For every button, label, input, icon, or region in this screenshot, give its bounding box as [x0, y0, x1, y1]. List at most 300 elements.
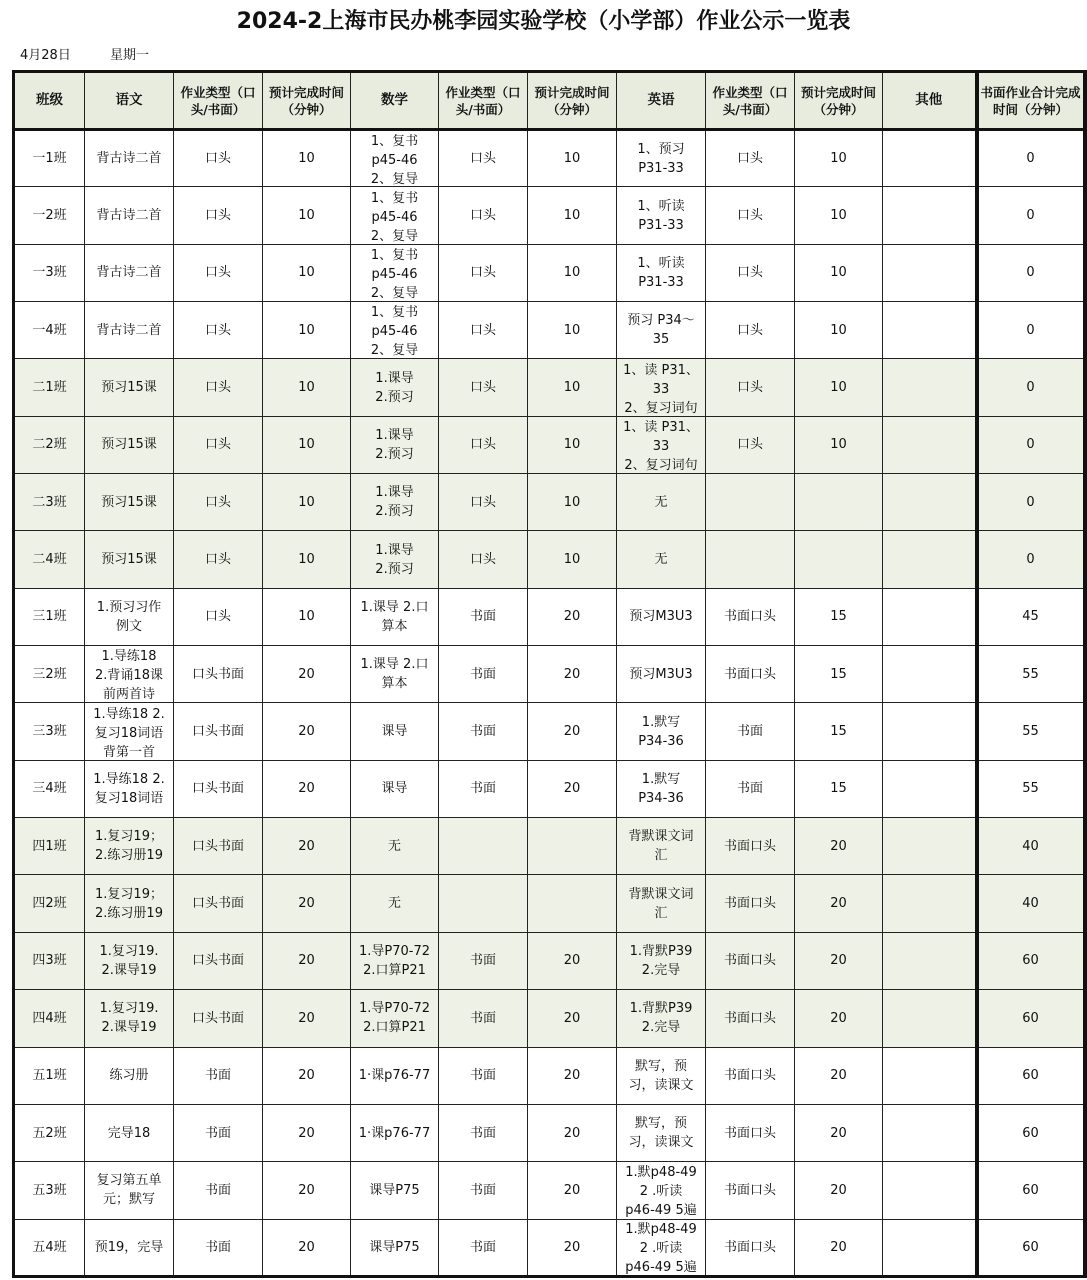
table-cell: [263, 818, 351, 875]
cell-text: 10: [563, 265, 581, 281]
cell-text: 15: [830, 781, 847, 797]
cell-text: 五1班: [32, 1068, 67, 1084]
table-cell: [14, 130, 85, 187]
table-cell: [977, 187, 1085, 244]
cell-text: 1.课导 2.口 算本: [360, 657, 429, 692]
table-cell: [706, 244, 795, 301]
cell-text: 20: [298, 1068, 315, 1084]
cell-text: 1.复习19； 2.练习册19: [95, 829, 163, 864]
table-row: [14, 416, 1085, 473]
table-cell: [439, 1219, 528, 1276]
table-cell: [528, 416, 617, 473]
table-cell: [617, 1219, 706, 1276]
table-cell: [174, 531, 263, 588]
cell-text: 五4班: [32, 1239, 67, 1255]
table-cell: [85, 646, 174, 703]
cell-text: 口头: [469, 265, 496, 281]
column-header: 作业类型（口头/书面）: [174, 72, 263, 130]
cell-text: 10: [298, 322, 315, 338]
cell-text: 10: [298, 437, 315, 453]
table-cell: [263, 1047, 351, 1104]
cell-text: 预习M3U3: [629, 666, 693, 682]
table-cell: [977, 646, 1085, 703]
table-row: [14, 1219, 1085, 1276]
cell-text: 四2班: [32, 896, 67, 912]
table-cell: [263, 990, 351, 1047]
table-cell: [174, 760, 263, 817]
cell-text: 1.课导 2.预习: [375, 427, 414, 462]
table-cell: [528, 1047, 617, 1104]
table-cell: [883, 875, 977, 932]
table-cell: [263, 531, 351, 588]
cell-text: 口头: [736, 322, 763, 338]
table-cell: [14, 818, 85, 875]
cell-text: 书面口头: [723, 1182, 776, 1198]
table-cell: [528, 1219, 617, 1276]
cell-text: 无: [387, 896, 401, 912]
cell-text: 无: [654, 494, 668, 510]
column-header: 预计完成时间（分钟）: [795, 72, 883, 130]
table-cell: [883, 932, 977, 989]
cell-text: 1、听读 P31-33: [637, 255, 685, 290]
cell-text: 1.导练18 2. 复习18词语 背第一首: [93, 706, 165, 759]
cell-text: 20: [298, 781, 315, 797]
cell-text: 0: [1026, 322, 1035, 338]
table-cell: [977, 474, 1085, 531]
table-row: [14, 1104, 1085, 1161]
table-cell: [439, 1104, 528, 1161]
cell-text: 60: [1022, 1239, 1039, 1255]
cell-text: 预习M3U3: [629, 609, 693, 625]
cell-text: 10: [298, 380, 315, 396]
cell-text: 口头书面: [191, 781, 244, 797]
cell-text: 口头: [204, 437, 231, 453]
table-row: [14, 818, 1085, 875]
table-cell: [706, 818, 795, 875]
table-cell: [617, 990, 706, 1047]
cell-text: 10: [563, 151, 581, 167]
cell-text: 课导P75: [369, 1182, 420, 1198]
cell-text: 15: [830, 724, 847, 740]
cell-text: 口头: [736, 265, 763, 281]
table-cell: [528, 990, 617, 1047]
homework-table: [12, 70, 1087, 1278]
table-cell: [706, 1219, 795, 1276]
cell-text: 10: [298, 208, 315, 224]
cell-text: 口头书面: [191, 724, 244, 740]
table-cell: [528, 302, 617, 359]
cell-text: 背古诗二首: [96, 265, 162, 281]
cell-text: 0: [1026, 437, 1035, 453]
table-cell: [795, 130, 883, 187]
table-cell: [977, 990, 1085, 1047]
table-cell: [617, 474, 706, 531]
table-cell: [351, 1219, 439, 1276]
table-cell: [977, 359, 1085, 416]
header-row: [14, 72, 1085, 130]
table-row: [14, 588, 1085, 645]
table-cell: [263, 302, 351, 359]
cell-text: 20: [298, 1182, 315, 1198]
table-cell: [263, 359, 351, 416]
table-row: [14, 875, 1085, 932]
table-row: [14, 990, 1085, 1047]
table-cell: [883, 818, 977, 875]
cell-text: 书面: [469, 953, 496, 969]
cell-text: 书面: [204, 1239, 231, 1255]
table-cell: [14, 1162, 85, 1219]
cell-text: 一1班: [32, 151, 67, 167]
cell-text: 1.背默P39 2.完导: [629, 943, 693, 978]
table-cell: [263, 1162, 351, 1219]
cell-text: 0: [1026, 380, 1035, 396]
table-cell: [351, 302, 439, 359]
cell-text: 20: [563, 724, 581, 740]
column-header: 预计完成时间（分钟）: [263, 72, 351, 130]
table-cell: [883, 474, 977, 531]
table-cell: [528, 130, 617, 187]
cell-text: 口头书面: [191, 1010, 244, 1026]
table-body: [14, 130, 1085, 1277]
table-row: [14, 1047, 1085, 1104]
cell-text: 55: [1022, 666, 1039, 682]
table-cell: [706, 302, 795, 359]
cell-text: 20: [830, 953, 847, 969]
cell-text: 10: [563, 208, 581, 224]
cell-text: 10: [298, 265, 315, 281]
cell-text: 三1班: [32, 609, 67, 625]
cell-text: 1.复习19. 2.课导19: [99, 1001, 159, 1036]
table-cell: [617, 302, 706, 359]
cell-text: 口头: [204, 322, 231, 338]
cell-text: 五3班: [32, 1182, 67, 1198]
cell-text: 1.课导 2.口 算本: [360, 599, 429, 634]
cell-text: 口头: [204, 151, 231, 167]
table-row: [14, 760, 1085, 817]
cell-text: 60: [1022, 1010, 1039, 1026]
table-cell: [795, 818, 883, 875]
table-cell: [528, 818, 617, 875]
table-cell: [14, 703, 85, 760]
cell-text: 预习 P34～ 35: [627, 313, 695, 348]
cell-text: 40: [1022, 838, 1039, 854]
table-cell: [706, 990, 795, 1047]
table-cell: [977, 531, 1085, 588]
table-cell: [617, 359, 706, 416]
cell-text: 20: [563, 1125, 581, 1141]
table-cell: [174, 302, 263, 359]
cell-text: 书面口头: [723, 1010, 776, 1026]
table-cell: [439, 416, 528, 473]
table-cell: [351, 130, 439, 187]
cell-text: 20: [830, 1239, 847, 1255]
table-cell: [263, 1219, 351, 1276]
cell-text: 1、读 P31、 33 2、复习词句: [623, 362, 699, 415]
table-cell: [883, 130, 977, 187]
table-cell: [351, 531, 439, 588]
table-cell: [14, 244, 85, 301]
cell-text: 书面: [204, 1182, 231, 1198]
cell-text: 20: [563, 666, 581, 682]
cell-text: 预习15课: [101, 552, 157, 568]
table-cell: [85, 474, 174, 531]
table-cell: [85, 187, 174, 244]
table-cell: [439, 474, 528, 531]
cell-text: 10: [830, 322, 847, 338]
table-row: [14, 932, 1085, 989]
column-header: 英语: [617, 72, 706, 130]
cell-text: 二3班: [32, 494, 67, 510]
cell-text: 书面: [469, 1182, 496, 1198]
cell-text: 口头: [469, 552, 496, 568]
cell-text: 书面口头: [723, 1239, 776, 1255]
cell-text: 20: [298, 724, 315, 740]
cell-text: 1·课p76-77: [358, 1125, 431, 1141]
cell-text: 20: [563, 1010, 581, 1026]
column-header: 语文: [85, 72, 174, 130]
table-row: [14, 703, 1085, 760]
table-cell: [14, 187, 85, 244]
cell-text: 10: [298, 609, 315, 625]
table-cell: [706, 932, 795, 989]
table-cell: [617, 818, 706, 875]
table-cell: [174, 818, 263, 875]
cell-text: 1.课导 2.预习: [375, 485, 414, 520]
cell-text: 1.默p48-49 2 .听读 p46-49 5遍: [625, 1165, 697, 1218]
table-cell: [351, 875, 439, 932]
cell-text: 书面口头: [723, 609, 776, 625]
table-row: [14, 302, 1085, 359]
table-cell: [351, 244, 439, 301]
cell-text: 口头: [204, 609, 231, 625]
table-cell: [617, 187, 706, 244]
table-cell: [174, 416, 263, 473]
cell-text: 口头: [736, 380, 763, 396]
cell-text: 1、预习 P31-33: [637, 141, 685, 176]
column-header: 数学: [351, 72, 439, 130]
cell-text: 背古诗二首: [96, 151, 162, 167]
table-cell: [85, 1162, 174, 1219]
table-cell: [977, 302, 1085, 359]
cell-text: 10: [298, 552, 315, 568]
cell-text: 无: [654, 552, 668, 568]
table-row: [14, 187, 1085, 244]
cell-text: 口头: [204, 494, 231, 510]
cell-text: 书面口头: [723, 666, 776, 682]
date-label: 4月28日: [20, 48, 71, 63]
cell-text: 1.导P70-72 2.口算P21: [358, 1001, 431, 1036]
table-cell: [617, 646, 706, 703]
table-cell: [883, 646, 977, 703]
table-cell: [85, 416, 174, 473]
table-cell: [439, 531, 528, 588]
cell-text: 课导P75: [369, 1239, 420, 1255]
table-cell: [263, 932, 351, 989]
cell-text: 20: [830, 896, 847, 912]
cell-text: 书面: [469, 1010, 496, 1026]
cell-text: 默写，预 习，读课文: [628, 1058, 694, 1093]
cell-text: 书面口头: [723, 1068, 776, 1084]
table-cell: [617, 531, 706, 588]
table-cell: [351, 474, 439, 531]
cell-text: 45: [1022, 609, 1039, 625]
table-cell: [795, 990, 883, 1047]
cell-text: 口头: [469, 322, 496, 338]
cell-text: 书面口头: [723, 838, 776, 854]
table-cell: [439, 244, 528, 301]
table-cell: [528, 875, 617, 932]
cell-text: 口头书面: [191, 838, 244, 854]
table-cell: [706, 1047, 795, 1104]
table-cell: [977, 703, 1085, 760]
table-cell: [977, 1219, 1085, 1276]
cell-text: 五2班: [32, 1125, 67, 1141]
table-cell: [14, 875, 85, 932]
cell-text: 预19，完导: [94, 1239, 164, 1255]
table-cell: [706, 646, 795, 703]
table-cell: [795, 416, 883, 473]
cell-text: 20: [298, 896, 315, 912]
table-cell: [977, 130, 1085, 187]
cell-text: 一2班: [32, 208, 67, 224]
cell-text: 1、复书 p45-46 2、复导: [370, 133, 419, 186]
table-cell: [174, 990, 263, 1047]
cell-text: 10: [298, 494, 315, 510]
table-cell: [706, 760, 795, 817]
table-cell: [174, 1104, 263, 1161]
table-cell: [439, 932, 528, 989]
table-cell: [883, 588, 977, 645]
table-cell: [263, 244, 351, 301]
cell-text: 课导: [381, 781, 408, 797]
cell-text: 书面: [736, 781, 763, 797]
table-cell: [14, 359, 85, 416]
cell-text: 1.背默P39 2.完导: [629, 1001, 693, 1036]
cell-text: 10: [830, 265, 847, 281]
table-cell: [85, 1104, 174, 1161]
cell-text: 0: [1026, 265, 1035, 281]
table-cell: [528, 588, 617, 645]
cell-text: 40: [1022, 896, 1039, 912]
cell-text: 10: [563, 494, 581, 510]
table-cell: [85, 1047, 174, 1104]
cell-text: 60: [1022, 1125, 1039, 1141]
table-cell: [617, 932, 706, 989]
cell-text: 20: [298, 838, 315, 854]
table-cell: [795, 703, 883, 760]
cell-text: 1.预习习作 例文: [96, 599, 162, 634]
cell-text: 1、复书 p45-46 2、复导: [370, 247, 419, 300]
cell-text: 书面口头: [723, 1125, 776, 1141]
table-cell: [883, 302, 977, 359]
table-cell: [85, 588, 174, 645]
table-cell: [706, 416, 795, 473]
table-cell: [174, 1162, 263, 1219]
cell-text: 20: [830, 1125, 847, 1141]
table-cell: [263, 1104, 351, 1161]
table-cell: [14, 1219, 85, 1276]
cell-text: 口头: [469, 380, 496, 396]
cell-text: 60: [1022, 1068, 1039, 1084]
cell-text: 书面: [469, 666, 496, 682]
cell-text: 10: [830, 437, 847, 453]
column-header: 作业类型（口头/书面）: [706, 72, 795, 130]
table-cell: [617, 1047, 706, 1104]
table-cell: [263, 187, 351, 244]
table-cell: [883, 359, 977, 416]
cell-text: 15: [830, 666, 847, 682]
table-cell: [439, 187, 528, 244]
cell-text: 口头书面: [191, 953, 244, 969]
table-cell: [85, 818, 174, 875]
table-row: [14, 244, 1085, 301]
table-cell: [977, 875, 1085, 932]
table-cell: [617, 703, 706, 760]
cell-text: 20: [298, 666, 315, 682]
cell-text: 二2班: [32, 437, 67, 453]
cell-text: 20: [563, 1068, 581, 1084]
table-cell: [263, 760, 351, 817]
cell-text: 背古诗二首: [96, 322, 162, 338]
table-cell: [883, 244, 977, 301]
cell-text: 三3班: [32, 724, 67, 740]
cell-text: 口头: [736, 208, 763, 224]
cell-text: 背默课文词 汇: [628, 829, 694, 864]
cell-text: 20: [563, 609, 581, 625]
table-cell: [14, 302, 85, 359]
cell-text: 口头: [469, 151, 496, 167]
table-cell: [977, 588, 1085, 645]
table-cell: [14, 646, 85, 703]
table-cell: [439, 588, 528, 645]
cell-text: 口头: [469, 494, 496, 510]
table-cell: [795, 588, 883, 645]
table-cell: [85, 302, 174, 359]
table-cell: [174, 875, 263, 932]
table-cell: [351, 760, 439, 817]
column-header: 其他: [883, 72, 977, 130]
table-cell: [351, 990, 439, 1047]
table-cell: [85, 990, 174, 1047]
table-cell: [795, 875, 883, 932]
table-cell: [14, 760, 85, 817]
table-cell: [174, 130, 263, 187]
table-cell: [706, 474, 795, 531]
table-cell: [14, 1104, 85, 1161]
cell-text: 一4班: [32, 322, 67, 338]
weekday-label: 星期一: [110, 48, 150, 63]
table-cell: [14, 990, 85, 1047]
cell-text: 1、复书 p45-46 2、复导: [370, 190, 419, 243]
table-cell: [351, 187, 439, 244]
table-cell: [85, 703, 174, 760]
table-cell: [883, 1219, 977, 1276]
cell-text: 10: [830, 151, 847, 167]
cell-text: 1.导练18 2. 复习18词语: [93, 771, 165, 806]
table-cell: [85, 359, 174, 416]
table-cell: [883, 760, 977, 817]
table-cell: [174, 359, 263, 416]
table-cell: [795, 760, 883, 817]
table-cell: [977, 1162, 1085, 1219]
table-cell: [263, 416, 351, 473]
table-cell: [706, 1104, 795, 1161]
table-cell: [174, 588, 263, 645]
cell-text: 1.课导 2.预习: [375, 370, 414, 405]
table-row: [14, 646, 1085, 703]
table-cell: [977, 1047, 1085, 1104]
cell-text: 四1班: [32, 838, 67, 854]
